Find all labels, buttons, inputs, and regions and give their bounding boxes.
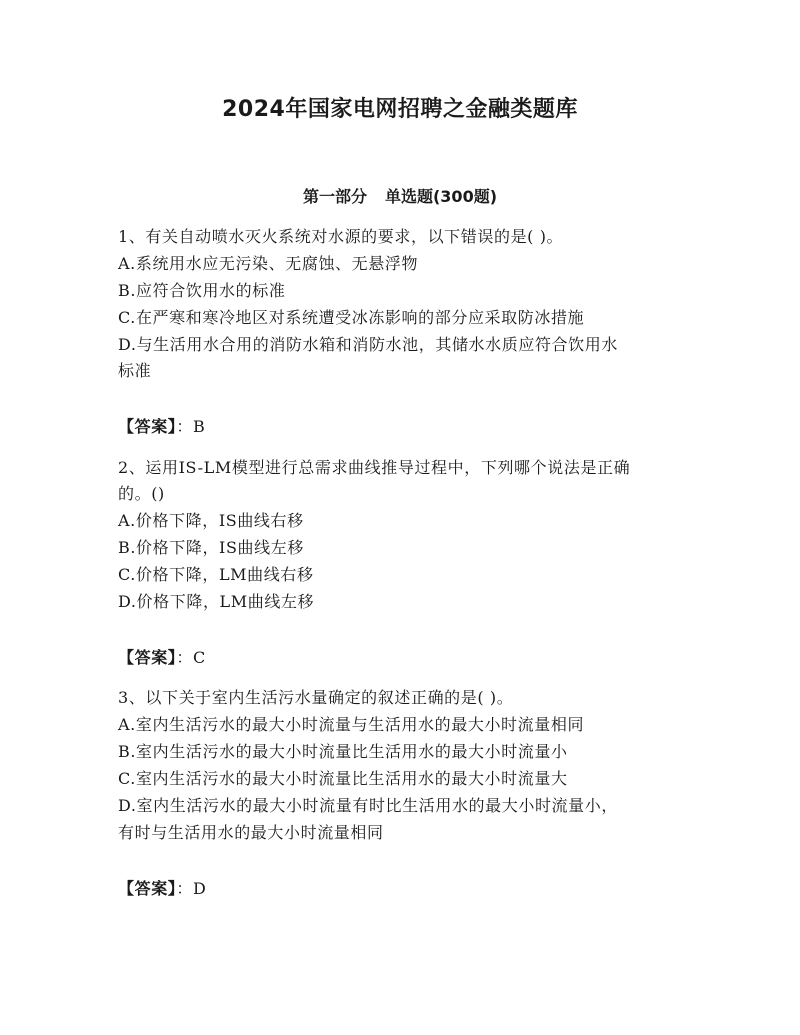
section-name: 单选题(300题) <box>384 187 498 206</box>
question-stem: 1、有关自动喷水灭火系统对水源的要求，以下错误的是( )。 <box>118 227 564 246</box>
option-a: A.价格下降，IS曲线右移 <box>118 511 304 530</box>
question-stem: 2、运用IS-LM模型进行总需求曲线推导过程中，下列哪个说法是正确 <box>118 458 631 477</box>
answer-line <box>118 648 688 668</box>
answer-line <box>118 879 688 899</box>
section-part: 第一部分 <box>302 187 367 206</box>
option-b: B.价格下降，IS曲线左移 <box>118 538 304 557</box>
option-a: A.室内生活污水的最大小时流量与生活用水的最大小时流量相同 <box>118 715 585 734</box>
option-b: B.应符合饮用水的标准 <box>118 281 286 300</box>
answer-value: ：D <box>176 879 207 898</box>
option-c: C.价格下降，LM曲线右移 <box>118 565 314 584</box>
answer-value: ：C <box>176 648 206 667</box>
option-d: D.价格下降，LM曲线左移 <box>118 592 315 611</box>
section-heading <box>0 184 800 207</box>
question-stem: 3、以下关于室内生活污水量确定的叙述正确的是( )。 <box>118 688 514 707</box>
answer-label: 【答案】 <box>118 648 177 667</box>
answer-line <box>118 417 688 437</box>
option-c: C.在严寒和寒冷地区对系统遭受冰冻影响的部分应采取防冰措施 <box>118 308 585 327</box>
option-d-continued: 有时与生活用水的最大小时流量相同 <box>118 823 384 842</box>
option-c: C.室内生活污水的最大小时流量比生活用水的最大小时流量大 <box>118 769 568 788</box>
answer-label: 【答案】 <box>118 879 177 898</box>
option-d: D.与生活用水合用的消防水箱和消防水池，其储水水质应符合饮用水 <box>118 335 618 354</box>
answer-label: 【答案】 <box>118 417 177 436</box>
option-d: D.室内生活污水的最大小时流量有时比生活用水的最大小时流量小， <box>118 796 618 815</box>
option-a: A.系统用水应无污染、无腐蚀、无悬浮物 <box>118 254 419 273</box>
answer-value: ：B <box>176 417 206 436</box>
page-title: 2024年国家电网招聘之金融类题库 <box>222 97 578 122</box>
option-b: B.室内生活污水的最大小时流量比生活用水的最大小时流量小 <box>118 742 568 761</box>
option-d-continued: 标准 <box>118 361 152 380</box>
question-stem-continued: 的。() <box>118 484 165 503</box>
